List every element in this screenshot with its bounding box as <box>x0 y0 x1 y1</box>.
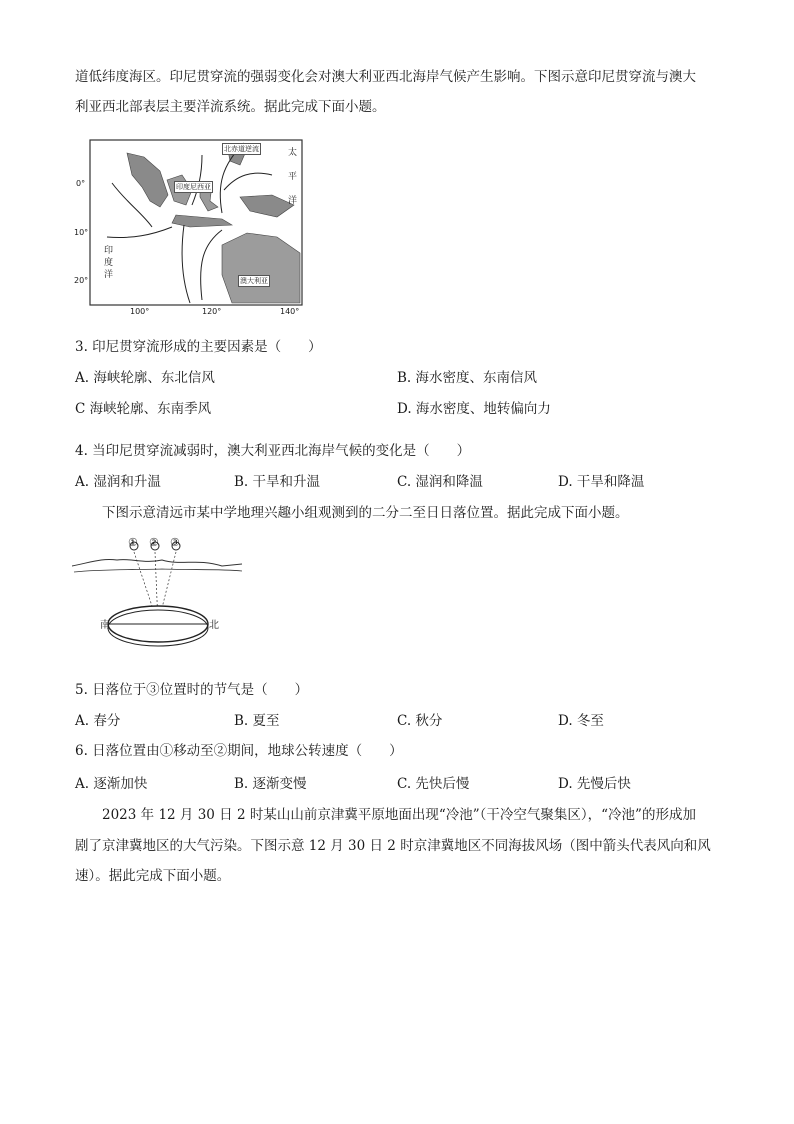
intro-paragraph-3-line-2: 剧了京津冀地区的大气污染。下图示意 12 月 30 日 2 时京津冀地区不同海拔风场（图中箭头代表风向和风 <box>75 838 711 854</box>
map-box-label-2: 印度尼西亚 <box>176 183 211 191</box>
question-6-option-d: D. 先慢后快 <box>558 776 631 792</box>
question-3-option-a: A. 海峡轮廓、东北信风 <box>75 370 215 386</box>
ocean-label-3: 洋 <box>104 270 114 280</box>
ocean-label-2: 度 <box>104 258 114 268</box>
map-box-label-1: 北赤道逆流 <box>224 145 259 153</box>
lat-label-0: 0° <box>76 179 86 188</box>
sunset-position-figure <box>72 536 252 656</box>
lon-label-140: 140° <box>280 307 300 316</box>
question-5-option-c: C. 秋分 <box>397 713 443 729</box>
question-5-option-a: A. 春分 <box>75 713 121 729</box>
question-4-option-c: C. 湿润和降温 <box>397 474 483 490</box>
question-4-option-d: D. 干旱和降温 <box>558 474 645 490</box>
question-3-option-b: B. 海水密度、东南信风 <box>397 370 538 386</box>
question-6-option-b: B. 逐渐变慢 <box>234 776 307 792</box>
map-box-label-3: 澳大利亚 <box>240 277 268 285</box>
intro-paragraph-3-line-1: 2023 年 12 月 30 日 2 时某山山前京津冀平原地面出现“冷池”（干冷空气聚集区），“冷池”的形成加 <box>102 807 696 823</box>
question-6-option-c: C. 先快后慢 <box>397 776 470 792</box>
question-4-option-b: B. 干旱和升温 <box>234 474 321 490</box>
current-system-map <box>72 135 312 320</box>
question-3-option-c: C 海峡轮廓、东南季风 <box>75 401 212 417</box>
pacific-label-2: 平 <box>288 172 298 182</box>
marker-2: ② <box>149 536 159 549</box>
question-3-option-d: D. 海水密度、地转偏向力 <box>397 401 551 417</box>
intro-paragraph-1-line-1: 道低纬度海区。印尼贯穿流的强弱变化会对澳大利亚西北海岸气候产生影响。下图示意印尼贯穿流与澳大 <box>75 69 696 85</box>
question-6-stem: 6. 日落位置由①移动至②期间，地球公转速度（ ） <box>75 743 403 759</box>
marker-3: ③ <box>170 536 180 549</box>
intro-paragraph-2: 下图示意清远市某中学地理兴趣小组观测到的二分二至日日落位置。据此完成下面小题。 <box>102 505 629 521</box>
intro-paragraph-3-line-3: 速）。据此完成下面小题。 <box>75 868 231 884</box>
question-3-stem: 3. 印尼贯穿流形成的主要因素是（ ） <box>75 339 322 355</box>
question-4-stem: 4. 当印尼贯穿流减弱时，澳大利亚西北海岸气候的变化是（ ） <box>75 443 471 459</box>
lon-label-120: 120° <box>202 307 222 316</box>
pacific-label-3: 洋 <box>288 196 298 206</box>
question-5-stem: 5. 日落位于③位置时的节气是（ ） <box>75 682 309 698</box>
marker-1: ① <box>128 536 138 549</box>
pacific-label-1: 太 <box>288 148 298 158</box>
question-6-option-a: A. 逐渐加快 <box>75 776 148 792</box>
north-label: 北 <box>209 620 219 631</box>
lat-label-20: 20° <box>74 276 89 285</box>
intro-paragraph-1-line-2: 利亚西北部表层主要洋流系统。据此完成下面小题。 <box>75 99 386 115</box>
south-label: 南 <box>100 620 110 631</box>
lat-label-10: 10° <box>74 228 89 237</box>
ocean-label-1: 印 <box>104 246 114 256</box>
question-5-option-b: B. 夏至 <box>234 713 280 729</box>
lon-label-100: 100° <box>130 307 150 316</box>
map-graphic <box>72 135 312 320</box>
sunset-graphic <box>72 536 252 656</box>
question-5-option-d: D. 冬至 <box>558 713 604 729</box>
question-4-option-a: A. 湿润和升温 <box>75 474 161 490</box>
